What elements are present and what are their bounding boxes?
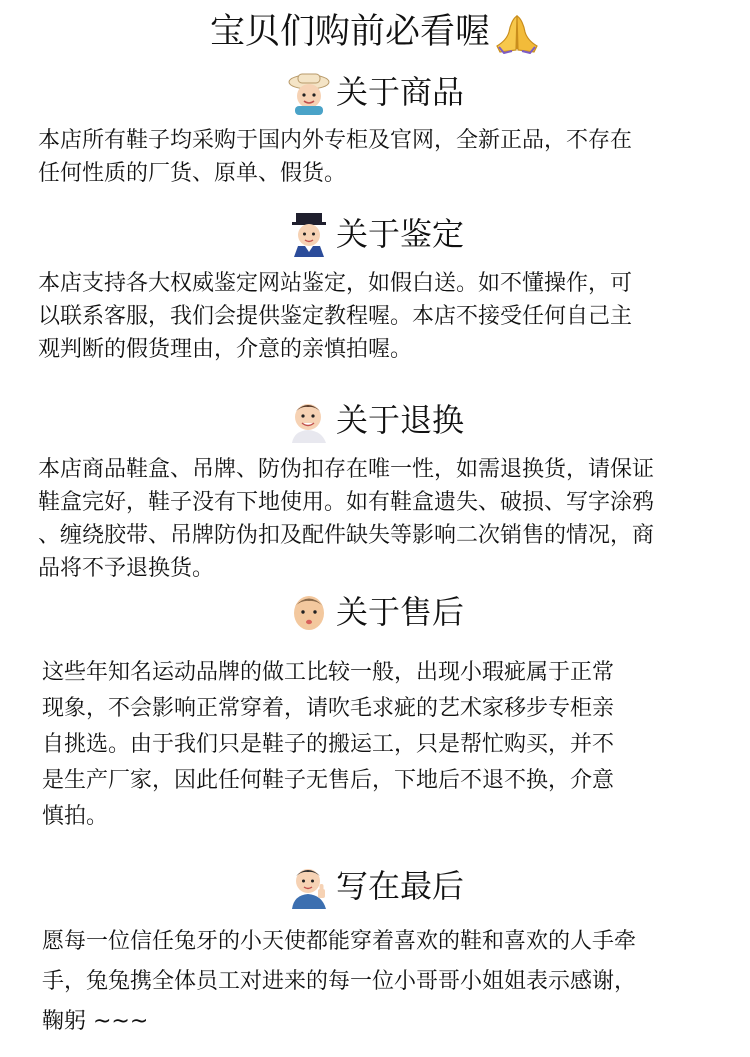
body-line: 本店商品鞋盒、吊牌、防伪扣存在唯一性，如需退换货，请保证 — [38, 457, 655, 482]
body-line: 现象，不会影响正常穿着，请吹毛求疵的艺术家移步专柜亲 — [42, 696, 615, 721]
section-heading-text: 关于鉴定 — [335, 215, 464, 253]
section-body-closing — [42, 922, 636, 1042]
baby-smiling-avatar — [286, 397, 332, 443]
page-title-text: 宝贝们购前必看喔 — [209, 12, 490, 52]
section-heading-text: 关于售后 — [335, 593, 464, 631]
page-title — [0, 8, 750, 56]
body-line: 本店支持各大权威鉴定网站鉴定，如假白送。如不懂操作，可 — [38, 271, 633, 296]
section-heading-text: 关于退换 — [335, 401, 464, 439]
praying-hands-icon — [494, 12, 540, 54]
section-heading-authentication — [0, 210, 750, 258]
body-line: 愿每一位信任兔牙的小天使都能穿着喜欢的鞋和喜欢的人手牵 — [42, 929, 637, 954]
section-body-after-sales — [42, 655, 614, 835]
body-line: 鞠躬 ~~~ — [42, 1009, 149, 1034]
body-line: 、缠绕胶带、吊牌防伪扣及配件缺失等影响二次销售的情况，商 — [38, 523, 655, 548]
body-line: 手，兔兔携全体员工对进来的每一位小哥哥小姐姐表示感谢， — [42, 969, 637, 994]
section-heading-text: 写在最后 — [335, 867, 464, 905]
baby-in-sunhat-avatar — [286, 69, 332, 115]
section-heading-returns — [0, 396, 750, 444]
body-line: 慎拍。 — [42, 804, 109, 829]
body-line: 这些年知名运动品牌的做工比较一般，出现小瑕疵属于正常 — [42, 660, 615, 685]
section-heading-after-sales — [0, 588, 750, 636]
section-heading-products — [0, 68, 750, 116]
body-line: 鞋盒完好，鞋子没有下地使用。如有鞋盒遗失、破损、写字涂鸦 — [38, 490, 655, 515]
section-body-returns — [38, 453, 654, 585]
section-heading-text: 关于商品 — [335, 73, 464, 111]
section-body-products — [38, 124, 632, 190]
body-line: 以联系客服，我们会提供鉴定教程喔。本店不接受任何自己主 — [38, 304, 633, 329]
baby-thumbs-up-avatar — [286, 863, 332, 909]
body-line: 任何性质的厂货、原单、假货。 — [38, 161, 347, 186]
section-body-authentication — [38, 267, 632, 366]
body-line: 本店所有鞋子均采购于国内外专柜及官网，全新正品，不存在 — [38, 128, 633, 153]
body-line: 品将不予退换货。 — [38, 556, 215, 581]
body-line: 是生产厂家，因此任何鞋子无售后，下地后不退不换，介意 — [42, 768, 615, 793]
baby-pouting-avatar — [286, 589, 332, 635]
body-line: 观判断的假货理由，介意的亲慎拍喔。 — [38, 337, 413, 362]
body-line: 自挑选。由于我们只是鞋子的搬运工，只是帮忙购买，并不 — [42, 732, 615, 757]
section-heading-closing — [0, 862, 750, 910]
baby-in-scholar-hat-avatar — [286, 211, 332, 257]
